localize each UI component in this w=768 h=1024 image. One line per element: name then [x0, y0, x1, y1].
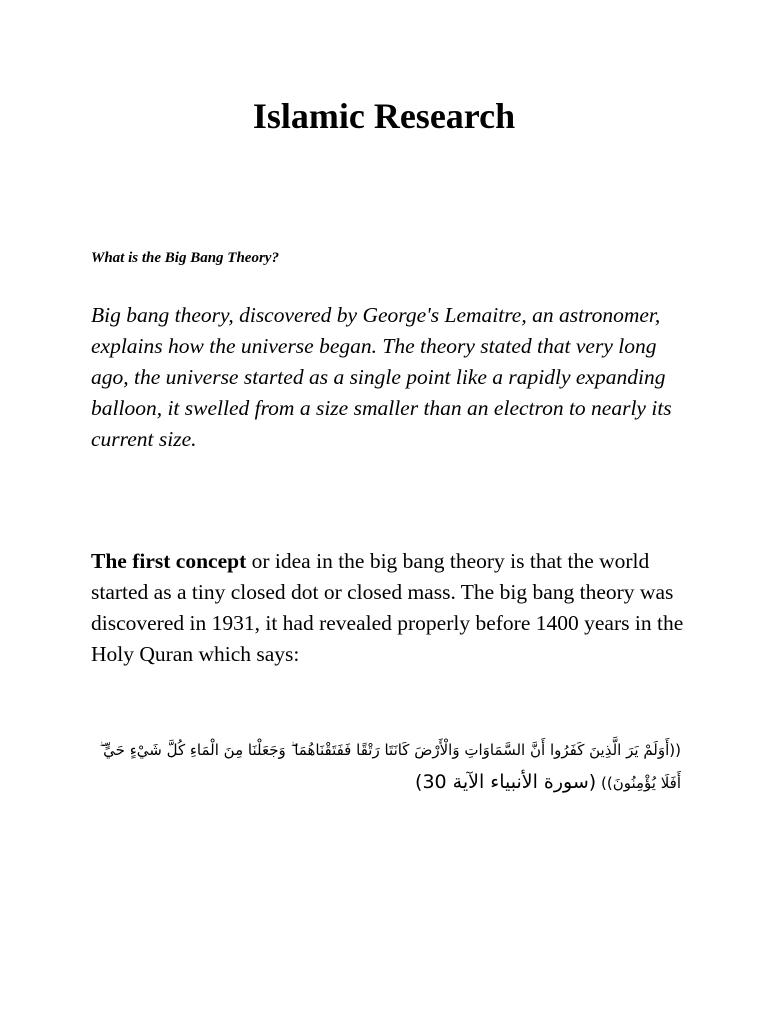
page-title: Islamic Research	[252, 96, 516, 136]
verse-text: ((أَوَلَمْ يَرَ الَّذِينَ كَفَرُوا أَنَّ السَّمَاوَاتِ وَالْأَرْضَ كَانَتَا رَتْقًا فَفَتَقْنَاهُمَا ۖ وَجَعَلْنَا مِنَ الْمَاءِ كُلَّ شَيْءٍ حَيٍّ ۖ أَفَلَا يُؤْمِنُونَ))	[99, 741, 681, 792]
concept-paragraph	[91, 546, 691, 670]
section-question: What is the Big Bang Theory?	[91, 250, 279, 266]
quran-verse	[91, 734, 681, 799]
concept-lead: The first concept	[91, 549, 247, 573]
intro-paragraph: Big bang theory, discovered by George's Lemaitre, an astronomer, explains how the universe began. The theory stated that very long ago, the universe started as a single point like a rapidly expanding balloon, it swelled from a size smaller than an electron to nearly its current size.	[91, 303, 672, 451]
verse-reference: (سورة الأنبياء الآية 30)	[415, 771, 597, 793]
concept-body: or idea in the big bang theory is that the world started as a tiny closed dot or closed mass. The big bang theory was discovered in 1931, it had revealed properly before 1400 years in the Holy Quran which says:	[91, 549, 684, 666]
